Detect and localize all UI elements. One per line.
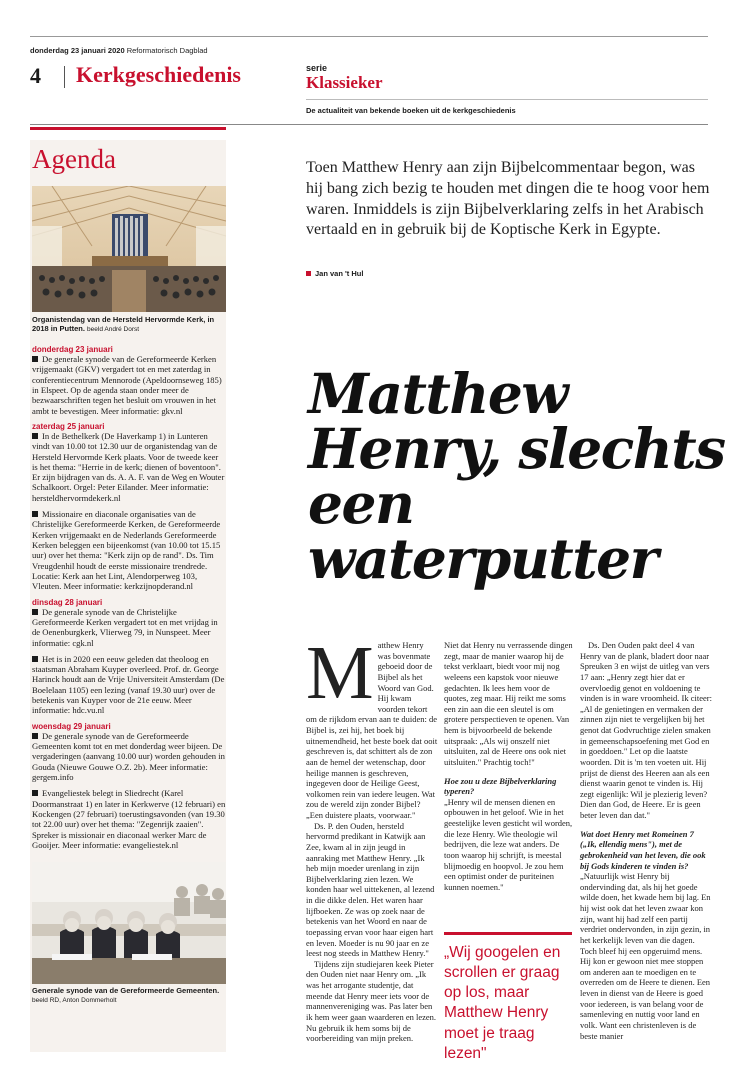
dateline xyxy=(30,46,208,55)
byline xyxy=(306,269,363,278)
agenda-item: In de Bethelkerk (De Haverkamp 1) in Lunteren vindt van 10.00 tot 12.30 uur de organistendag van de Hersteld Hervormde Kerk plaats. Voor de tweede keer is het thema: "Herrie in de kerk; dienen of boventoon". Er zijn bijdragen van ds. A. A. F. van de Weg en Wouter Schalkoort. Orgel: Peter Eilander. Meer informatie: hersteldhervormdekerk.nl xyxy=(32,430,225,503)
article-paragraph: Tijdens zijn studiejaren keek Pieter den Ouden niet naar Henry om. „Ik was het arrogante studentje, dat meende dat Henry meer iets voor de mannenvereniging was. Pas later ben ik hem weer gaan waarderen en lezen. Nu gebruik ik hem soms bij de voorbereiding van mijn preken. xyxy=(306,958,437,1044)
agenda-day xyxy=(32,345,226,416)
agenda-title: Agenda xyxy=(32,144,116,174)
organ-photo-caption-text: Organistendag van de Hersteld Hervormde Kerk, in 2018 in Putten. xyxy=(32,315,215,334)
agenda-red-rule xyxy=(30,127,226,130)
synod-photo-caption xyxy=(32,986,226,1006)
agenda-day-label: donderdag 23 januari xyxy=(32,345,113,354)
article-column-2 xyxy=(444,640,576,892)
masthead-divider xyxy=(64,66,65,88)
agenda-item: De generale synode van de Gereformeerde Kerken vrijgemaakt (GKV) vergadert tot en met zaterdag in conferentiecentrum Mennorode (Apeldoornseweg 185) in Elspeet. Op de agenda staan onder meer de bezwaarschriften tegen het besluit om vrouwen in het ambt te bevestigen. Meer informatie: gkv.nl xyxy=(32,354,222,416)
agenda-item: Evangeliestek belegt in Sliedrecht (Karel Doormanstraat 1) en later in Kerkwerve (12 februari) en Kockengen (27 februari) toerustingsavonden (van 19.30 tot 22.00 uur) over het thema: "Zegenrijk zaaien". Spreker is missionair en diaconaal werker Marc de Gooijer. Meer informatie: evangeliestek.nl xyxy=(32,788,226,850)
section-title: Kerkgeschiedenis xyxy=(76,62,241,87)
serie-label: serie xyxy=(306,63,328,73)
agenda-item: De generale synode van de Gereformeerde Gemeenten komt tot en met donderdag weer bijeen. De vergaderingen (aanvang 10.00 uur) worden gehouden in Gouda (Nieuwe Gouwe O.Z. 2b). Meer informatie: gergem.info xyxy=(32,730,225,782)
article-paragraph: „Henry wil de mensen dienen en opbouwen in het geloof. Wie in het geestelijke leven gesticht wil worden, die leze Henry. Wie theologie wil bedrijven, die leze wat anders. De toon waarop hij schrijft, is meestal blijmoedig en hoopvol. Je zou hem een optimist onder de puriteinen kunnen noemen." xyxy=(444,796,573,892)
article-column-1 xyxy=(306,631,438,1044)
organ-photo-credit: beeld André Dorst xyxy=(87,326,140,334)
agenda-item: De generale synode van de Christelijke Gereformeerde Kerken vergadert tot en met vrijdag in de Oenenburgkerk, Vlierweg 79, in Nunspeet. Meer informatie: cgk.nl xyxy=(32,606,218,648)
agenda-day-label: zaterdag 25 januari xyxy=(32,421,105,431)
agenda-day-label: woensdag 29 januari xyxy=(32,721,111,731)
article-paragraph: „Natuurlijk wist Henry bij ondervinding dat, als hij het goede wilde doen, het kwade hem bij lag. En hij wist ook dat het leven zwaar kon zijn, want hij had zelf een partij verdriet ondervonden, in zijn gezin, in het kerkelijk leven van die dagen. Toch bleef hij een opgeruimd mens. Hij kon er gewoon niet mee stoppen om anderen aan te moedigen en te overreden om de Heere te dienen. Een leven in dienst van de Heere is goed voor iedereen, is van belang voor de samenleving en nuttig voor land en volk. Want een christenleven is de beste manier xyxy=(580,871,711,1041)
agenda-day xyxy=(32,722,226,850)
agenda-item: Het is in 2020 een eeuw geleden dat theoloog en staatsman Abraham Kuyper overleed. Prof. dr. George Harinck houdt aan de Vrije Universiteit Amsterdam (De Boelelaan 1105) een lezing (vanaf 19.30 uur) over de betekenis van Kuyper voor de 21e eeuw. Meer informatie: hdc.vu.nl xyxy=(32,653,225,716)
agenda-list xyxy=(32,340,226,856)
interview-question: Wat doet Henry met Romeinen 7 („Ik, ellendig mens"), met de gebrokenheid van het leven, die ook bij Gods kinderen te vinden is? xyxy=(580,828,706,871)
article-paragraph: atthew Henry was bovenmate geboeid door de Bijbel als het Woord van God. Hij kwam voorden tekort om de rijkdom ervan aan te duiden: de Bijbel is, zei hij, het boek bij uitnemendheid, het beste boek dat ooit geschreven is, dat schittert als de zon aan de hemel der wetenschap, door heilige mannen is geschreven, ingegeven door de Heilige Geest, volkomen rein van iedere leugen. Wat zou de wereld zijn zonder Bijbel? „Een duistere plaats, voorwaar." xyxy=(306,640,438,820)
organ-photo-caption xyxy=(32,315,226,335)
agenda-day xyxy=(32,598,226,716)
bullet-square-icon xyxy=(32,433,38,439)
paper-name: Reformatorisch Dagblad xyxy=(126,46,208,55)
bullet-square-icon xyxy=(32,511,38,517)
article-paragraph: Ds. P. den Ouden, hersteld hervormd predikant in Katwijk aan Zee, kwam al in zijn jeugd in aanraking met Matthew Henry. „Ik heb mijn moeder urenlang in zijn Bijbelverklaring zien lezen. We konden haar wel uittekenen, al lezend in die dikke delen. Het waren haar lijfboeken. Ze was op zoek naar de betekenis van het Woord en naar de toepassing ervan voor haar eigen hart en leven. Moeder is nu 90 jaar en ze leest nog steeds in Matthew Henry." xyxy=(306,820,435,959)
header-rule xyxy=(30,124,708,125)
interview-question: Hoe zou u deze Bijbelverklaring typeren? xyxy=(444,775,557,797)
drop-cap: M xyxy=(306,631,374,715)
serie-rule xyxy=(306,99,708,100)
serie-description: De actualiteit van bekende boeken uit de kerkgeschiedenis xyxy=(306,106,516,115)
page-number: 4 xyxy=(30,63,41,88)
top-rule xyxy=(30,36,708,37)
article-column-3 xyxy=(580,640,712,1041)
bullet-square-icon xyxy=(32,356,38,362)
pull-quote: „Wij googelen en scrollen er graag op los, maar Matthew Henry moet je traag lezen" xyxy=(444,932,572,1064)
author-name: Jan van 't Hul xyxy=(315,269,364,278)
serie-name: Klassieker xyxy=(306,73,383,92)
byline-square-icon xyxy=(306,271,311,276)
issue-date: donderdag 23 januari 2020 xyxy=(30,46,125,55)
agenda-day-label: dinsdag 28 januari xyxy=(32,597,103,607)
synod-photo-caption-text: Generale synode van de Gereformeerde Gemeenten. xyxy=(32,986,220,995)
synod-photo-credit: beeld RD, Anton Dommerholt xyxy=(32,997,117,1005)
agenda-day xyxy=(32,422,226,592)
organ-church-photo xyxy=(32,186,226,312)
article-paragraph: Niet dat Henry nu verrassende dingen zegt, maar de manier waarop hij de tekst verklaart, biedt voor mij nog weleens een kapstok voor nieuwe gedachten. Ik lees hem voor de quotes, zeg maar. Hij reikt me soms een zin aan die een sleutel is om grotere perspectieven te openen. Van hem is bijvoorbeeld de bekende uitspraak: „Als wij onszelf niet uitsluiten, zal de Heere ons ook niet uitsluiten." Prachtig toch!" xyxy=(444,640,573,767)
bullet-square-icon xyxy=(32,609,38,615)
synod-photo xyxy=(32,862,226,984)
headline: Matthew Henry, slechts een waterputter xyxy=(308,361,725,591)
agenda-item: Missionaire en diaconale organisaties van de Christelijke Gereformeerde Kerken, de Gereformeerde Kerken vrijgemaakt en de Nederlands Gereformeerde Kerken beleggen een bijeenkomst (van 10.00 tot 15.15 uur) over het thema: "Kerk zijn op de rand". Ds. Tim Vreugdenhil houdt de eerste missionaire trendrede. Locatie: Kerk aan het Lint, Alendorperweg 103, Vleuten. Meer informatie: kerkzijnopderand.nl xyxy=(32,509,221,592)
bullet-square-icon xyxy=(32,656,38,662)
bullet-square-icon xyxy=(32,733,38,739)
article-paragraph: Ds. Den Ouden pakt deel 4 van Henry van de plank, bladert door naar Spreuken 3 en wijst de uitleg van vers 17 aan: „Henry zegt hier dat er overvloedig genot en voldoening te vinden is in ware vroomheid. Ik citeer: „Al de genietingen en vermaken der zinnen zijn niet te vergelijken bij het genot dat Godvruchtige zielen smaken in gemeenschapsoefening met God en in goeddoen." Let op die laatste woorden. Dit is 'm ten voeten uit. Hij prijst de dienst des Heeren aan als een dienst waarin genot te vinden is. Hij zegt eigenlijk: Wil je plezierig leven? Dien dan God, de Heere. Er is geen beter leven dan dat." xyxy=(580,640,712,820)
article-intro: Toen Matthew Henry aan zijn Bijbelcommentaar begon, was hij bang zich bezig te houden met dingen die te hoog voor hem waren. Inmiddels is zijn Bijbelverklaring zelfs in het Arabisch vertaald en in gebruik bij de Koptische Kerk in Egypte. xyxy=(306,159,710,239)
bullet-square-icon xyxy=(32,790,38,796)
